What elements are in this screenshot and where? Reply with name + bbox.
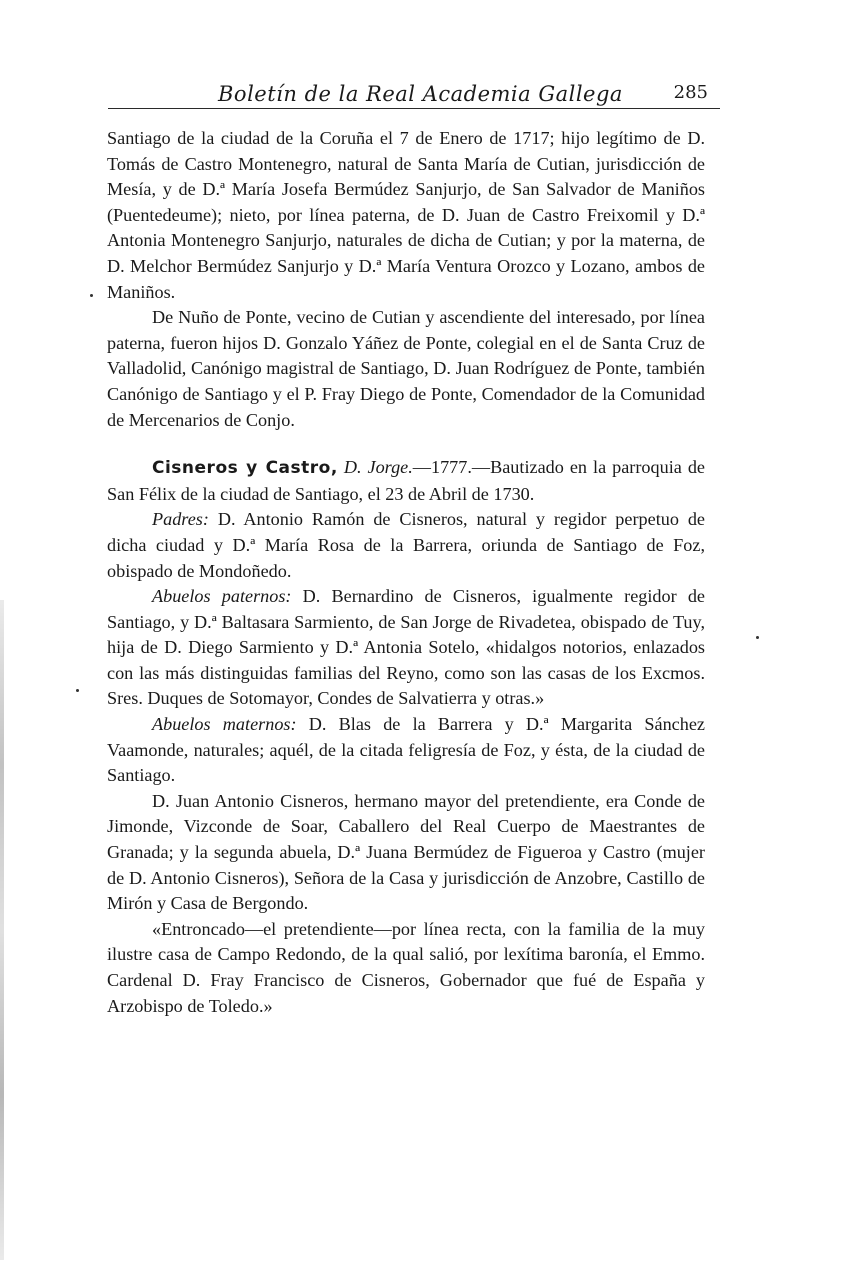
body-text	[107, 126, 705, 1019]
entry-abuelos-maternos	[107, 712, 705, 789]
margin-dot	[90, 294, 93, 297]
padres-label: Padres:	[152, 509, 209, 530]
margin-dot	[756, 636, 759, 639]
page-edge-shadow	[0, 600, 4, 1260]
entry-intro-text: —1777.—Bautizado en la parroquia de San Félix de la ciudad de Santiago, el 23 de Abril de 1730.	[107, 457, 706, 504]
page-number: 285	[673, 82, 708, 103]
entry-hermano: D. Juan Antonio Cisneros, hermano mayor del pretendiente, era Conde de Jimonde, Vizconde de Soar, Caballero del Real Cuerpo de Maestrantes de Granada; y la segunda abuela, D.ª Juana Bermúdez de Figueroa y Castro (mujer de D. Antonio Cisneros), Señora de la Casa y jurisdicción de Anzobre, Castillo de Mirón y Casa de Bergondo.	[107, 790, 705, 914]
running-header	[108, 78, 720, 109]
abuelos-maternos-label: Abuelos maternos:	[152, 714, 297, 735]
margin-dot	[76, 689, 79, 692]
entry-heading-name: Cisneros y Castro,	[152, 458, 338, 479]
entry-cisneros-intro	[107, 455, 705, 507]
paragraph-castro: Santiago de la ciudad de la Coruña el 7 de Enero de 1717; hijo legítimo de D. Tomás de Castro Montenegro, natural de Santa María de Cutian, jurisdicción de Mesía, y de D.ª María Josefa Bermúdez Sanjurjo, de San Salvador de Maniños (Puentedeume); nieto, por línea paterna, de D. Juan de Castro Freixomil y D.ª Antonia Montenegro Sanjurjo, naturales de dicha de Cutian; y por la materna, de D. Melchor Bermúdez Sanjurjo y D.ª María Ventura Orozco y Lozano, ambos de Maniños.	[107, 128, 705, 302]
entry-padres	[107, 507, 705, 584]
entry-given-name: D. Jorge.	[343, 457, 413, 478]
paragraph-ponte: De Nuño de Ponte, vecino de Cutian y ascendiente del interesado, por línea paterna, fueron hijos D. Gonzalo Yáñez de Ponte, colegial en el de Santa Cruz de Valladolid, Canónigo magistral de Santiago, D. Juan Rodríguez de Ponte, también Canónigo de Santiago y el P. Fray Diego de Ponte, Comendador de la Comunidad de Mercenarios de Conjo.	[107, 307, 705, 430]
abuelos-maternos-text: D. Blas de la Barrera y D.ª Margarita Sánchez Vaamonde, naturales; aquél, de la citada feligresía de Foz, y ésta, de la ciudad de Santiago.	[107, 714, 705, 786]
abuelos-paternos-text: D. Bernardino de Cisneros, igualmente regidor de Santiago, y D.ª Baltasara Sarmiento, de San Jorge de Rivadetea, obispado de Tuy, hija de D. Diego Sarmiento y D.ª Antonia Sotelo, «hidalgos notorios, enlazados con las más distinguidas familias del Reyno, como son las casas de los Excmos. Sres. Duques de Sotomayor, Condes de Salvatierra y otras.»	[107, 586, 706, 709]
entry-abuelos-paternos	[107, 584, 705, 712]
entry-entroncado: «Entroncado—el pretendiente—por línea recta, con la familia de la muy ilustre casa de Campo Redondo, de la qual salió, por lexítima baronía, el Emmo. Cardenal D. Fray Francisco de Cisneros, Gobernador que fué de España y Arzobispo de Toledo.»	[107, 918, 705, 1016]
journal-title: Boletín de la Real Academia Gallega	[218, 82, 623, 106]
abuelos-paternos-label: Abuelos paternos:	[152, 586, 292, 607]
padres-text: D. Antonio Ramón de Cisneros, natural y regidor perpetuo de dicha ciudad y D.ª María Rosa de la Barrera, oriunda de Santiago de Foz, obispado de Mondoñedo.	[107, 509, 705, 581]
